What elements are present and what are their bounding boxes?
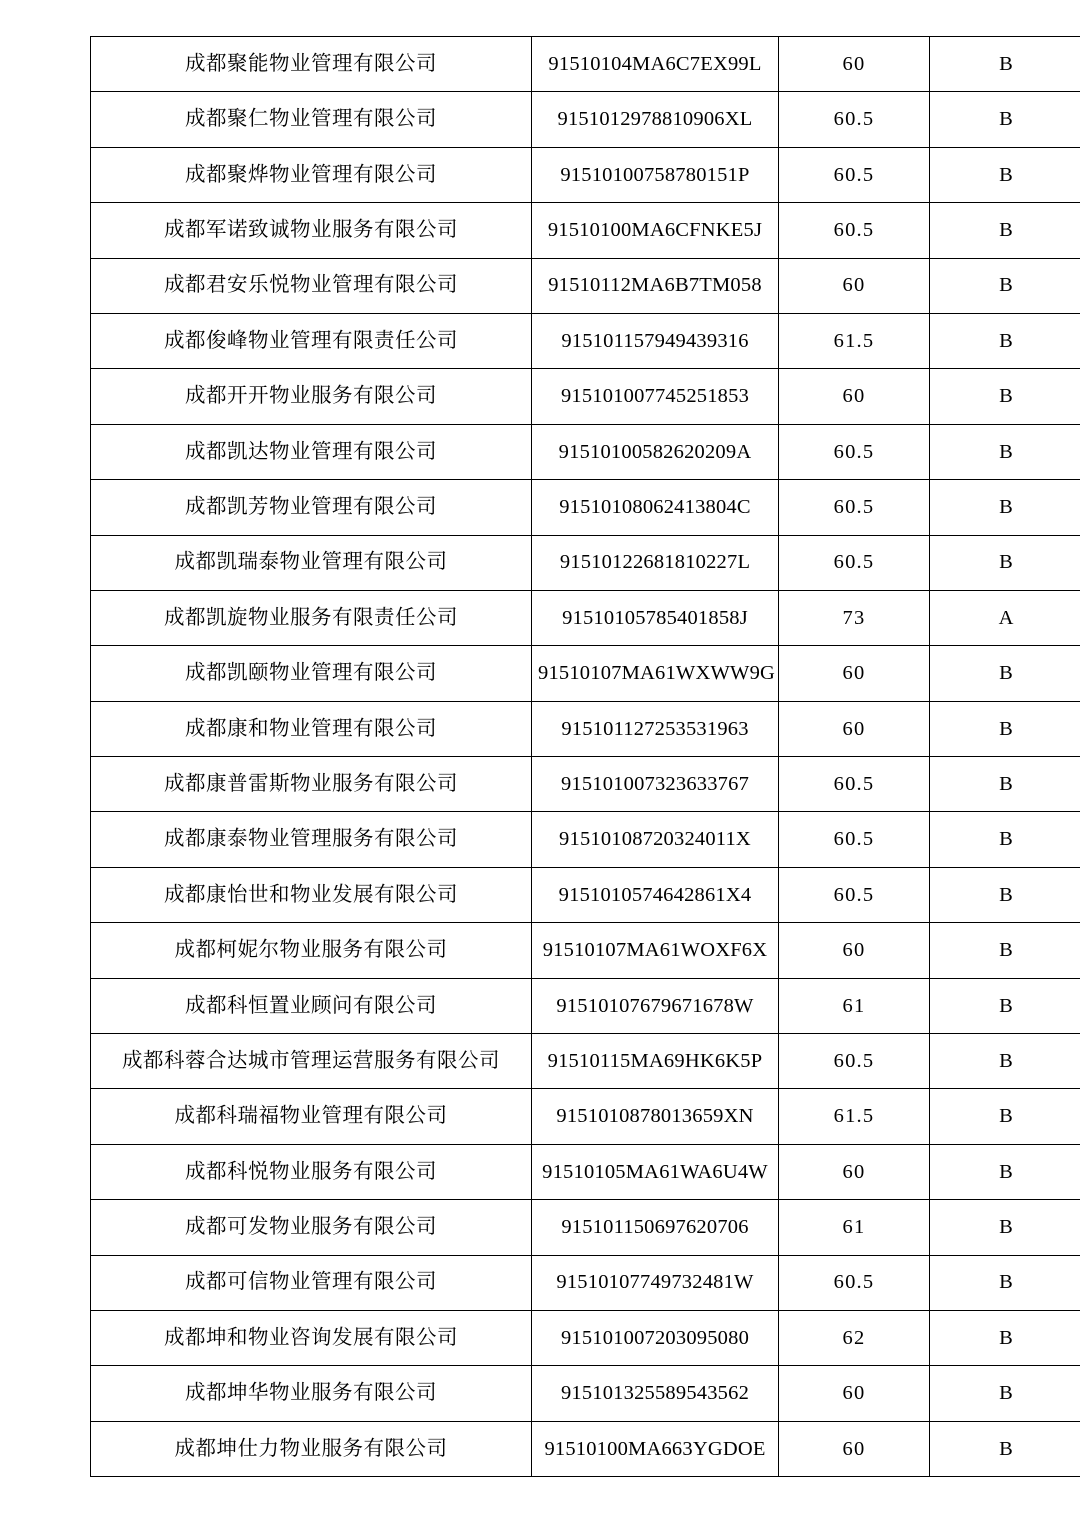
cell-company-name: 成都科悦物业服务有限公司 [91,1144,532,1199]
table-row [91,1144,1080,1199]
cell-score: 60 [779,701,930,756]
cell-score: 60.5 [779,812,930,867]
table-row [91,1366,1080,1421]
table-row [91,812,1080,867]
cell-company-name: 成都凯颐物业管理有限公司 [91,646,532,701]
cell-company-name: 成都康普雷斯物业服务有限公司 [91,757,532,812]
cell-credit-code: 9151010574642861X4 [532,867,779,922]
cell-credit-code: 91510107749732481W [532,1255,779,1310]
table-row [91,923,1080,978]
cell-grade: B [930,1366,1080,1421]
cell-grade: A [930,590,1080,645]
cell-grade: B [930,92,1080,147]
cell-grade: B [930,701,1080,756]
cell-company-name: 成都凯达物业管理有限公司 [91,424,532,479]
cell-grade: B [930,535,1080,590]
cell-grade: B [930,1421,1080,1476]
cell-credit-code: 91510107MA61WOXF6X [532,923,779,978]
cell-credit-code: 915101127253531963 [532,701,779,756]
cell-credit-code: 91510100MA6CFNKE5J [532,203,779,258]
table-row [91,757,1080,812]
cell-grade: B [930,37,1080,92]
cell-credit-code: 915101007745251853 [532,369,779,424]
cell-credit-code: 91510108062413804C [532,480,779,535]
cell-score: 60 [779,258,930,313]
cell-credit-code: 91510115MA69HK6K5P [532,1034,779,1089]
table-row [91,1255,1080,1310]
cell-credit-code: 91510107MA61WXWW9G [532,646,779,701]
table-row [91,1034,1080,1089]
cell-score: 61 [779,1200,930,1255]
table-row [91,978,1080,1033]
cell-credit-code: 91510100758780151P [532,147,779,202]
cell-grade: B [930,1034,1080,1089]
table-row [91,1200,1080,1255]
cell-score: 60 [779,646,930,701]
cell-credit-code: 91510100582620209A [532,424,779,479]
cell-credit-code: 91510108720324011X [532,812,779,867]
cell-company-name: 成都科蓉合达城市管理运营服务有限公司 [91,1034,532,1089]
cell-grade: B [930,258,1080,313]
cell-score: 60.5 [779,424,930,479]
table-row [91,37,1080,92]
cell-credit-code: 91510105785401858J [532,590,779,645]
cell-grade: B [930,424,1080,479]
cell-score: 61.5 [779,1089,930,1144]
cell-grade: B [930,1200,1080,1255]
table-row [91,92,1080,147]
table-body [91,37,1080,1477]
table-row [91,424,1080,479]
table-row [91,535,1080,590]
cell-score: 60.5 [779,92,930,147]
cell-grade: B [930,812,1080,867]
cell-credit-code: 915101157949439316 [532,313,779,368]
cell-company-name: 成都康泰物业管理服务有限公司 [91,812,532,867]
cell-company-name: 成都凯旋物业服务有限责任公司 [91,590,532,645]
cell-company-name: 成都柯妮尔物业服务有限公司 [91,923,532,978]
cell-grade: B [930,757,1080,812]
cell-grade: B [930,867,1080,922]
cell-grade: B [930,646,1080,701]
cell-grade: B [930,480,1080,535]
cell-company-name: 成都俊峰物业管理有限责任公司 [91,313,532,368]
cell-score: 60 [779,1144,930,1199]
cell-score: 60 [779,37,930,92]
cell-credit-code: 9151010878013659XN [532,1089,779,1144]
cell-score: 60.5 [779,147,930,202]
cell-company-name: 成都可信物业管理有限公司 [91,1255,532,1310]
cell-grade: B [930,978,1080,1033]
cell-credit-code: 915101007203095080 [532,1310,779,1365]
table-row [91,701,1080,756]
table-row [91,369,1080,424]
cell-score: 60.5 [779,867,930,922]
cell-company-name: 成都凯瑞泰物业管理有限公司 [91,535,532,590]
cell-company-name: 成都坤和物业咨询发展有限公司 [91,1310,532,1365]
cell-company-name: 成都聚能物业管理有限公司 [91,37,532,92]
cell-score: 60 [779,923,930,978]
cell-company-name: 成都开开物业服务有限公司 [91,369,532,424]
cell-score: 62 [779,1310,930,1365]
cell-credit-code: 91510105MA61WA6U4W [532,1144,779,1199]
table-row [91,646,1080,701]
table-row [91,258,1080,313]
cell-grade: B [930,147,1080,202]
cell-company-name: 成都军诺致诚物业服务有限公司 [91,203,532,258]
cell-score: 60.5 [779,203,930,258]
table-row [91,1421,1080,1476]
cell-grade: B [930,1089,1080,1144]
cell-score: 60 [779,1421,930,1476]
table-row [91,590,1080,645]
cell-grade: B [930,923,1080,978]
cell-credit-code: 9151012978810906XL [532,92,779,147]
cell-company-name: 成都君安乐悦物业管理有限公司 [91,258,532,313]
cell-grade: B [930,1255,1080,1310]
cell-company-name: 成都科瑞福物业管理有限公司 [91,1089,532,1144]
cell-grade: B [930,1144,1080,1199]
cell-grade: B [930,203,1080,258]
cell-credit-code: 91510112MA6B7TM058 [532,258,779,313]
cell-credit-code: 91510104MA6C7EX99L [532,37,779,92]
cell-company-name: 成都可发物业服务有限公司 [91,1200,532,1255]
cell-credit-code: 915101150697620706 [532,1200,779,1255]
table-row [91,867,1080,922]
table-row [91,147,1080,202]
cell-score: 60 [779,369,930,424]
cell-score: 60.5 [779,757,930,812]
cell-company-name: 成都康怡世和物业发展有限公司 [91,867,532,922]
table-row [91,1310,1080,1365]
cell-credit-code: 91510107679671678W [532,978,779,1033]
cell-score: 60.5 [779,1255,930,1310]
cell-score: 61 [779,978,930,1033]
cell-company-name: 成都坤仕力物业服务有限公司 [91,1421,532,1476]
cell-score: 60.5 [779,480,930,535]
cell-company-name: 成都聚仁物业管理有限公司 [91,92,532,147]
cell-grade: B [930,1310,1080,1365]
cell-company-name: 成都坤华物业服务有限公司 [91,1366,532,1421]
cell-credit-code: 91510122681810227L [532,535,779,590]
company-credit-table [90,36,1080,1477]
table-row [91,203,1080,258]
cell-company-name: 成都凯芳物业管理有限公司 [91,480,532,535]
table-row [91,313,1080,368]
cell-grade: B [930,313,1080,368]
cell-company-name: 成都聚烨物业管理有限公司 [91,147,532,202]
cell-company-name: 成都科恒置业顾问有限公司 [91,978,532,1033]
cell-credit-code: 915101007323633767 [532,757,779,812]
table-row [91,480,1080,535]
cell-score: 73 [779,590,930,645]
table-row [91,1089,1080,1144]
cell-score: 60 [779,1366,930,1421]
cell-company-name: 成都康和物业管理有限公司 [91,701,532,756]
cell-credit-code: 915101325589543562 [532,1366,779,1421]
cell-grade: B [930,369,1080,424]
cell-score: 61.5 [779,313,930,368]
cell-score: 60.5 [779,1034,930,1089]
cell-credit-code: 91510100MA663YGDOE [532,1421,779,1476]
cell-score: 60.5 [779,535,930,590]
